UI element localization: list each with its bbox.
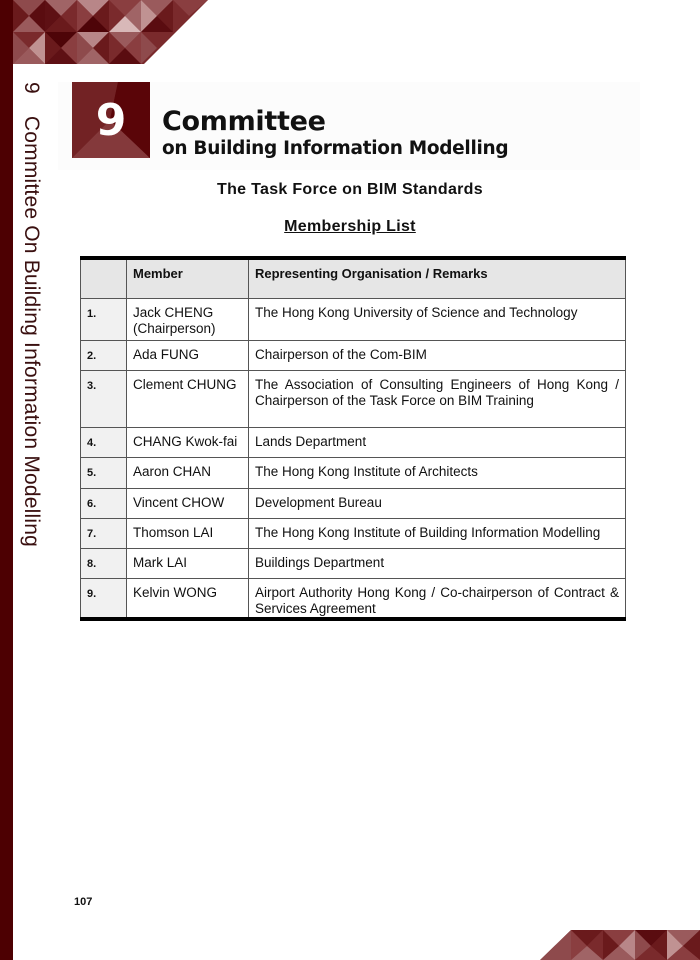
- member-name: CHANG Kwok-fai: [127, 428, 249, 458]
- column-header-index: [81, 258, 127, 299]
- member-name: Vincent CHOW: [127, 489, 249, 519]
- member-organisation: Buildings Department: [249, 549, 626, 579]
- chapter-subtitle: on Building Information Modelling: [162, 138, 509, 159]
- row-index: 3.: [81, 371, 127, 428]
- table-header-row: [81, 258, 626, 299]
- decorative-pattern-top: [13, 0, 208, 64]
- table-row: [81, 489, 626, 519]
- membership-table: [80, 256, 626, 621]
- page-number: 107: [74, 896, 93, 908]
- row-index: 6.: [81, 489, 127, 519]
- row-index: 8.: [81, 549, 127, 579]
- sidebar-chapter-title: Committee On Building Information Modelling: [20, 115, 43, 548]
- sidebar-chapter-label: [19, 82, 43, 547]
- member-organisation: The Association of Consulting Engineers of Hong Kong / Chairperson of the Task Force on BIM Training: [249, 371, 626, 428]
- member-organisation: Airport Authority Hong Kong / Co-chairperson of Contract & Services Agreement: [249, 579, 626, 620]
- member-name: Kelvin WONG: [127, 579, 249, 620]
- member-name: Clement CHUNG: [127, 371, 249, 428]
- table-row: [81, 458, 626, 489]
- decorative-pattern-bottom: [540, 930, 700, 960]
- member-name: Thomson LAI: [127, 519, 249, 549]
- chapter-number: 9: [95, 94, 127, 146]
- task-force-heading: [0, 181, 700, 199]
- member-name: Ada FUNG: [127, 341, 249, 371]
- row-index: 7.: [81, 519, 127, 549]
- member-organisation: Lands Department: [249, 428, 626, 458]
- column-header-organisation: Representing Organisation / Remarks: [249, 258, 626, 299]
- row-index: 9.: [81, 579, 127, 620]
- membership-list-heading: Membership List: [284, 218, 416, 235]
- chapter-title: Committee: [162, 106, 326, 137]
- table-row: [81, 579, 626, 620]
- member-organisation: Chairperson of the Com-BIM: [249, 341, 626, 371]
- chapter-number-badge: [72, 82, 150, 158]
- row-index: 4.: [81, 428, 127, 458]
- member-name: Aaron CHAN: [127, 458, 249, 489]
- task-force-heading-text: The Task Force on BIM Standards: [217, 181, 483, 198]
- sidebar-stripe: [0, 0, 13, 960]
- table-row: [81, 299, 626, 341]
- column-header-member: Member: [127, 258, 249, 299]
- row-index: 5.: [81, 458, 127, 489]
- member-organisation: The Hong Kong Institute of Building Information Modelling: [249, 519, 626, 549]
- member-name: Mark LAI: [127, 549, 249, 579]
- table-row: [81, 371, 626, 428]
- member-organisation: The Hong Kong Institute of Architects: [249, 458, 626, 489]
- table-row: [81, 341, 626, 371]
- member-name: Jack CHENG (Chairperson): [127, 299, 249, 341]
- member-organisation: Development Bureau: [249, 489, 626, 519]
- row-index: 2.: [81, 341, 127, 371]
- table-row: [81, 519, 626, 549]
- sidebar-chapter-number: 9: [20, 82, 43, 94]
- table-row: [81, 549, 626, 579]
- row-index: 1.: [81, 299, 127, 341]
- member-organisation: The Hong Kong University of Science and Technology: [249, 299, 626, 341]
- table-row: [81, 428, 626, 458]
